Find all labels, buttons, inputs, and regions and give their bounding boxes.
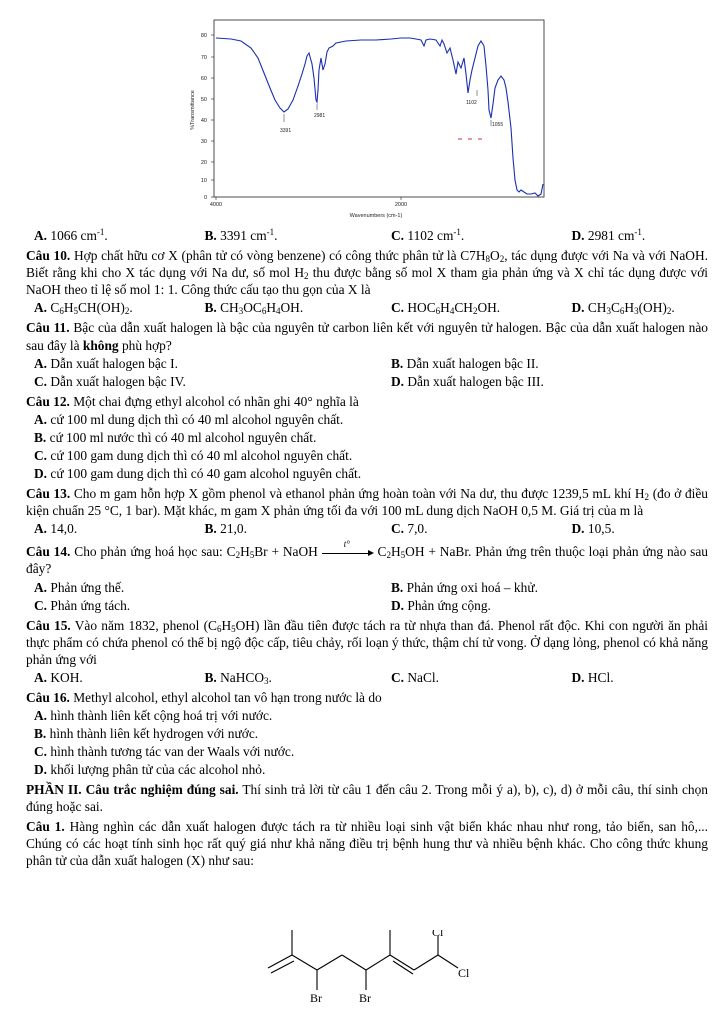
option-b[interactable]: B. 21,0. [204, 521, 247, 537]
question-14: Câu 14. Cho phản ứng hoá học sau: $C_2H_5Br$ + NaOH t° $C_2H_5OH$ + NaBr. Phản ứng trên thuộc loại phản ứng nào sau đây? [26, 539, 708, 577]
atom-label-cl: Cl [458, 966, 470, 980]
option-b[interactable]: B. Dẫn xuất halogen bậc II. [391, 355, 539, 371]
option-d[interactable]: D. khối lượng phân tử của các alcohol nhỏ. [34, 762, 266, 778]
question-10: Câu 10. Hợp chất hữu cơ X (phân tử có vòng benzene) có công thức phân tử là $C7H_8O_2$, tác dụng được với Na và với NaOH. Biết rằng khi cho X tác dụng với Na dư, số mol $H_2$ thu được bằng số mol X tham gia phản ứng và X chỉ tác dụng được với NaOH theo tỉ lệ số mol 1: 1. Công thức cấu tạo thu gọn của X là [26, 248, 708, 298]
option-d[interactable]: D. Phản ứng cộng. [391, 597, 491, 613]
peak-annotations [280, 90, 503, 134]
option-d[interactable]: D. 10,5. [571, 521, 615, 537]
question-13: Câu 13. Cho m gam hỗn hợp X gồm phenol và ethanol phản ứng hoàn toàn với Na dư, thu được 1239,5 mL khí $H_2$ (đo ở điều kiện chuẩn 25 °C, 1 bar). Mặt khác, m gam X phản ứng tối đa với 100 mL dung dịch NaOH 0,5 M. Giá trị của m là [26, 485, 708, 519]
question-number: Câu 1. [26, 818, 65, 834]
x-ticks [210, 197, 407, 208]
question-number: Câu 10. [26, 248, 71, 263]
peak-label-3391: 3391 [280, 128, 292, 134]
y-tick-label: 80 [200, 33, 207, 39]
option-c[interactable]: C. NaCl. [391, 670, 439, 686]
y-tick-label: 30 [200, 139, 207, 145]
question-number: Câu 15. [26, 617, 71, 633]
option-b[interactable]: B. $CH_3OC_6H_4OH$. [204, 300, 304, 317]
y-axis-label: %Transmittance [190, 90, 196, 130]
option-c[interactable]: C. 7,0. [391, 521, 428, 537]
atom-label-br: Br [359, 991, 371, 1005]
option-d[interactable]: D. Dẫn xuất halogen bậc III. [391, 373, 544, 389]
exam-text [26, 227, 708, 870]
molecule-svg [262, 930, 478, 1028]
part-2-question-1: Câu 1. Hàng nghìn các dẫn xuất halogen được tách ra từ nhiều loại sinh vật biển khác nhau như rong, tảo biển, san hô,... Chúng có các hoạt tính sinh học rất quý giá như khả năng điều trị bệnh hung thư và nhiều bệnh khác. Cho công thức khung phân tử của dẫn xuất halogen (X) như sau: [26, 818, 708, 868]
q14-options-row2 [26, 597, 708, 615]
ir-spectrum-figure [186, 18, 548, 226]
option-d[interactable]: D. cứ 100 gam dung dịch thì có 40 gam alcohol nguyên chất. [34, 465, 362, 481]
question-number: Câu 14. [26, 544, 71, 560]
x-axis-label: Wavenumbers (cm-1) [349, 213, 403, 219]
molecule-skeletal-formula [262, 930, 478, 1028]
option-d[interactable]: D. $CH_3C_6H_3(OH)_2$. [571, 300, 675, 317]
question-12: Câu 12. Một chai đựng ethyl alcohol có nhãn ghi 40° nghĩa là [26, 393, 359, 409]
question-number: Câu 12. [26, 393, 70, 409]
option-b[interactable]: B. cứ 100 ml nước thì có 40 ml alcohol nguyên chất. [34, 429, 317, 445]
question-16: Câu 16. Methyl alcohol, ethyl alcohol tan vô hạn trong nước là do [26, 690, 382, 706]
q10-options [26, 299, 708, 317]
y-tick-label: 10 [200, 178, 207, 184]
atom-label-cl: Cl [432, 930, 444, 939]
option-b[interactable]: B. NaHCO$_3$. [204, 670, 272, 687]
option-a[interactable]: A. Phản ứng thế. [34, 579, 125, 595]
part-2-header: PHẦN II. Câu trắc nghiệm đúng sai. Thí sinh trả lời từ câu 1 đến câu 2. Trong mỗi ý a), b), c), d) ở mỗi câu, thí sinh chọn đúng hoặc sai. [26, 782, 708, 815]
question-number: Câu 11. [26, 320, 70, 336]
y-tick-label: 0 [203, 195, 207, 201]
peak-label-2981: 2981 [314, 113, 326, 119]
q15-options [26, 669, 708, 687]
y-tick-label: 50 [200, 97, 207, 103]
y-ticks [201, 33, 214, 201]
option-c[interactable]: C. $HOC_6H_4CH_2OH$. [391, 300, 501, 317]
part-2-title: PHẦN II. Câu trắc nghiệm đúng sai. [26, 782, 239, 798]
option-b[interactable]: B. Phản ứng oxi hoá – khử. [391, 579, 538, 595]
option-a[interactable]: A. Dẫn xuất halogen bậc I. [34, 355, 178, 371]
y-tick-label: 70 [200, 55, 207, 61]
q11-options-row2 [26, 373, 708, 391]
option-c[interactable]: C. hình thành tương tác van der Waals với nước. [34, 744, 295, 760]
molecule-bonds [268, 930, 458, 990]
option-a[interactable]: A. 1066 $cm^{-1}$. [34, 227, 108, 243]
option-a[interactable]: A. KOH. [34, 670, 83, 686]
question-15: Câu 15. Vào năm 1832, phenol $(C_6H_5OH)$ lần đầu tiên được tách ra từ nhựa than đá. Phenol rất độc. Khi con người ăn phải thực phẩm có chứa phenol có thể bị ngộ độc cấp, tiêu chảy, rối loạn ý thức, thậm chí tử vong. Ở dạng lỏng, phenol có khả năng phản ứng với [26, 617, 709, 667]
option-c[interactable]: C. Dẫn xuất halogen bậc IV. [34, 373, 186, 389]
atom-label-br: Br [310, 991, 322, 1005]
option-d[interactable]: D. 2981 $cm^{-1}$. [571, 227, 646, 243]
question-number: Câu 16. [26, 690, 70, 706]
x-tick-label: 4000 [209, 202, 223, 208]
option-a[interactable]: A. 14,0. [34, 521, 78, 537]
option-b[interactable]: B. hình thành liên kết hydrogen với nước. [34, 726, 259, 742]
y-tick-label: 40 [200, 118, 207, 124]
x-tick-label: 2000 [394, 202, 408, 208]
plot-frame [214, 20, 544, 197]
option-a[interactable]: A. $C_6H_5CH(OH)_2$. [34, 300, 133, 317]
y-tick-label: 60 [200, 76, 207, 82]
q9-options [26, 227, 708, 245]
peak-label-1102: 1102 [466, 100, 477, 106]
option-c[interactable]: C. 1102 $cm^{-1}$. [391, 227, 465, 243]
q13-options [26, 520, 708, 538]
ir-spectrum-svg [186, 18, 548, 226]
q14-options-row1 [26, 579, 708, 597]
option-a[interactable]: A. hình thành liên kết cộng hoá trị với nước. [34, 708, 273, 724]
option-a[interactable]: A. cứ 100 ml dung dịch thì có 40 ml alcohol nguyên chất. [34, 411, 344, 427]
option-c[interactable]: C. cứ 100 gam dung dịch thì có 40 ml alcohol nguyên chất. [34, 447, 353, 463]
reaction-arrow: t° [322, 548, 374, 558]
question-11: Câu 11. Bậc của dẫn xuất halogen là bậc của nguyên tử carbon liên kết với nguyên tử halogen. Bậc của dẫn xuất halogen nào sau đây là không phù hợp? [26, 320, 708, 353]
option-c[interactable]: C. Phản ứng tách. [34, 597, 131, 613]
y-tick-label: 20 [200, 160, 207, 166]
peak-label-1055: 1055 [492, 122, 504, 128]
question-number: Câu 13. [26, 485, 71, 501]
q11-options-row1 [26, 355, 708, 373]
spectrum-trace [216, 38, 543, 196]
option-d[interactable]: D. HCl. [571, 670, 614, 686]
option-b[interactable]: B. 3391 $cm^{-1}$. [204, 227, 278, 243]
